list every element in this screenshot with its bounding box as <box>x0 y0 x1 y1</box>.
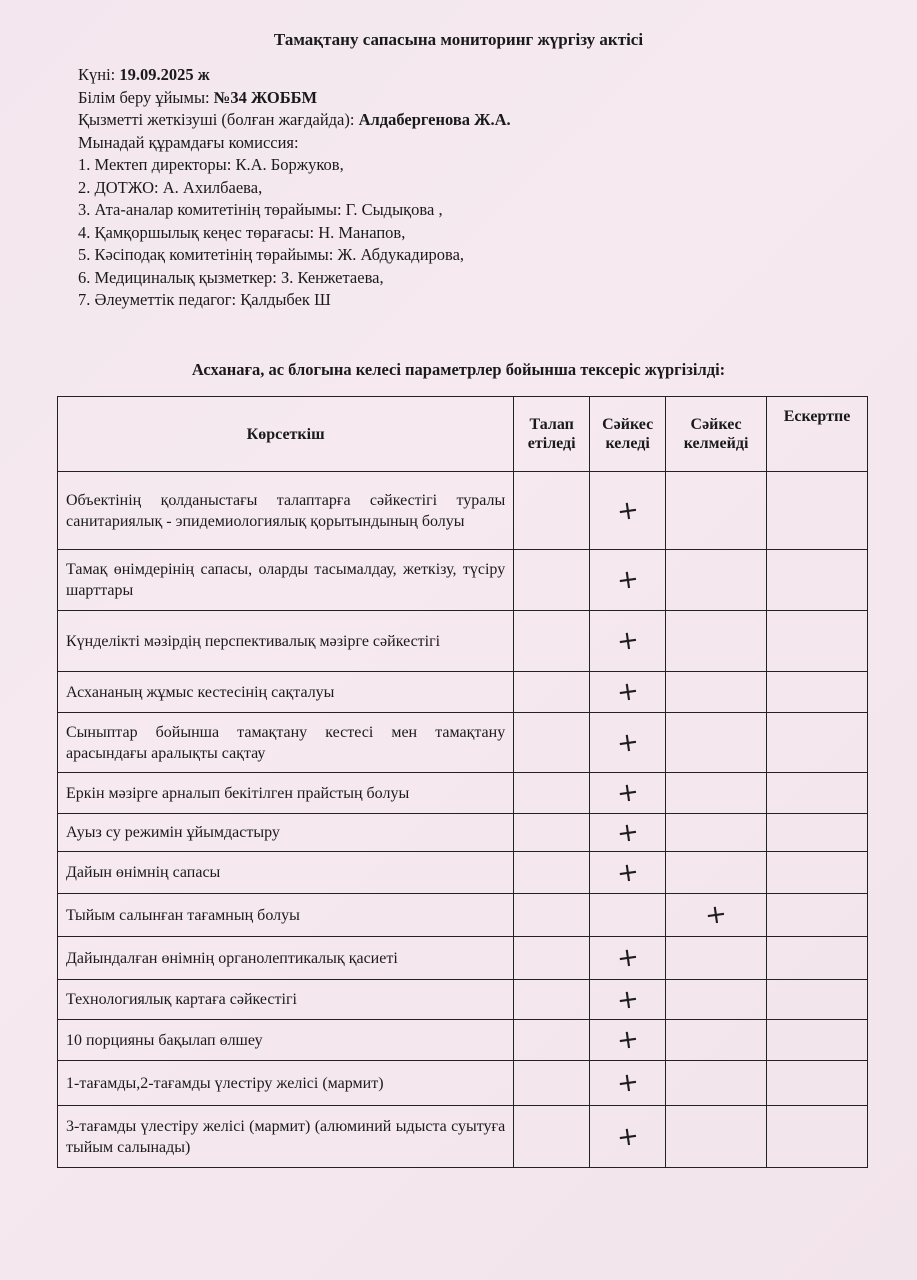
required-cell <box>514 894 590 937</box>
note-cell <box>767 894 868 937</box>
compliant-cell <box>590 773 666 814</box>
note-cell <box>767 773 868 814</box>
header-indicator: Көрсеткіш <box>58 397 514 472</box>
table-row <box>58 472 868 550</box>
note-cell <box>767 1106 868 1168</box>
check-mark: + <box>614 563 641 597</box>
note-cell <box>767 611 868 672</box>
indicator-cell: Тыйым салынған тағамның болуы <box>58 894 514 937</box>
noncompliant-cell <box>666 1106 767 1168</box>
compliant-cell <box>590 611 666 672</box>
date-label: Күні: <box>78 65 120 84</box>
compliant-cell <box>590 814 666 852</box>
note-cell <box>767 672 868 713</box>
document-title: Тамақтану сапасына мониторинг жүргізу актісі <box>273 30 644 49</box>
date-line <box>78 64 858 87</box>
indicator-cell: 1-тағамды,2-тағамды үлестіру желісі (мармит) <box>58 1061 514 1106</box>
check-mark: + <box>614 776 641 810</box>
indicator-cell: 3-тағамды үлестіру желісі (мармит) (алюминий ыдыста суытуға тыйым салынады) <box>58 1106 514 1168</box>
compliant-cell <box>590 713 666 773</box>
required-cell <box>514 1061 590 1106</box>
note-cell <box>767 713 868 773</box>
required-cell <box>514 937 590 980</box>
header-compliant: Сәйкес келеді <box>590 397 666 472</box>
check-mark: + <box>614 941 641 975</box>
indicator-cell: Тамақ өнімдерінің сапасы, оларды тасымалдау, жеткізу, түсіру шарттары <box>58 550 514 611</box>
check-mark: + <box>614 1023 641 1057</box>
org-value: №34 ЖОББМ <box>213 87 318 107</box>
compliant-cell <box>590 937 666 980</box>
compliant-cell <box>590 472 666 550</box>
table-row <box>58 814 868 852</box>
table-row <box>58 980 868 1020</box>
indicator-cell: 10 порцияны бақылап өлшеу <box>58 1020 514 1061</box>
check-mark: + <box>703 898 729 932</box>
note-cell <box>767 814 868 852</box>
indicator-cell: Объектінің қолданыстағы талаптарға сәйкестігі туралы санитариялық - эпидемиологиялық қорытындының болуы <box>58 472 514 550</box>
noncompliant-cell <box>666 773 767 814</box>
indicator-cell: Күнделікті мәзірдің перспективалық мәзірге сәйкестігі <box>58 611 514 672</box>
required-cell <box>514 980 590 1020</box>
required-cell <box>514 1020 590 1061</box>
check-mark: + <box>614 983 641 1016</box>
commission-label: Мынадай құрамдағы комиссия: <box>78 132 299 152</box>
table-subtitle: Асханаға, ас блогына келесі параметрлер бойынша тексеріс жүргізілді: <box>191 360 726 379</box>
required-cell <box>514 672 590 713</box>
required-cell <box>514 713 590 773</box>
inspection-table <box>57 396 868 1168</box>
note-cell <box>767 1020 868 1061</box>
noncompliant-cell <box>666 937 767 980</box>
note-cell <box>767 550 868 611</box>
noncompliant-cell <box>666 550 767 611</box>
check-mark: + <box>614 856 641 889</box>
compliant-cell <box>590 672 666 713</box>
table-row <box>58 672 868 713</box>
check-mark: + <box>614 1066 641 1100</box>
table-row <box>58 550 868 611</box>
org-line <box>78 87 858 110</box>
table-row <box>58 1106 868 1168</box>
noncompliant-cell <box>666 894 767 937</box>
required-cell <box>514 472 590 550</box>
required-cell <box>514 773 590 814</box>
supplier-label: Қызметті жеткізуші (болған жағдайда): <box>78 110 359 129</box>
table-row <box>58 894 868 937</box>
table-row <box>58 713 868 773</box>
check-mark: + <box>614 675 641 709</box>
noncompliant-cell <box>666 713 767 773</box>
supplier-value: Алдабергенова Ж.А. <box>358 110 511 129</box>
note-cell <box>767 472 868 550</box>
table-row <box>58 611 868 672</box>
noncompliant-cell <box>666 611 767 672</box>
check-mark: + <box>614 816 641 849</box>
commission-member: 5. Кәсіподақ комитетінің төрайымы: Ж. Абдукадирова, <box>78 245 465 264</box>
required-cell <box>514 814 590 852</box>
check-mark: + <box>614 726 641 759</box>
noncompliant-cell <box>666 852 767 894</box>
indicator-cell: Асхананың жұмыс кестесінің сақталуы <box>58 672 514 713</box>
compliant-cell <box>590 1106 666 1168</box>
required-cell <box>514 611 590 672</box>
noncompliant-cell <box>666 672 767 713</box>
noncompliant-cell <box>666 1020 767 1061</box>
table-header-row <box>58 397 868 472</box>
indicator-cell: Сыныптар бойынша тамақтану кестесі мен тамақтану арасындағы аралықты сақтау <box>58 713 514 773</box>
commission-member: 7. Әлеуметтік педагог: Қалдыбек Ш <box>78 290 331 309</box>
note-cell <box>767 937 868 980</box>
commission-member: 3. Ата-аналар комитетінің төрайымы: Г. Сыдықова , <box>78 200 443 219</box>
commission-member: 6. Медициналық қызметкер: З. Кенжетаева, <box>78 267 384 287</box>
check-mark: + <box>614 1120 641 1153</box>
check-mark: + <box>614 494 641 527</box>
note-cell <box>767 852 868 894</box>
table-row <box>58 773 868 814</box>
indicator-cell: Еркін мәзірге арналып бекітілген прайстың болуы <box>58 773 514 814</box>
indicator-cell: Ауыз су режимін ұйымдастыру <box>58 814 514 852</box>
noncompliant-cell <box>666 472 767 550</box>
indicator-cell: Дайын өнімнің сапасы <box>58 852 514 894</box>
required-cell <box>514 852 590 894</box>
indicator-cell: Технологиялық картаға сәйкестігі <box>58 980 514 1020</box>
compliant-cell <box>590 894 666 937</box>
table-row <box>58 1020 868 1061</box>
commission-member: 2. ДОТЖО: А. Ахилбаева, <box>78 177 263 197</box>
header-required: Талап етіледі <box>514 397 590 472</box>
header-block <box>78 64 858 312</box>
compliant-cell <box>590 550 666 611</box>
compliant-cell <box>590 980 666 1020</box>
commission-member: 4. Қамқоршылық кеңес төрағасы: Н. Манапов, <box>78 222 406 242</box>
compliant-cell <box>590 1061 666 1106</box>
supplier-line <box>78 109 858 132</box>
note-cell <box>767 980 868 1020</box>
table-row <box>58 937 868 980</box>
header-note: Ескертпе <box>767 397 868 472</box>
header-noncompliant: Сәйкес келмейді <box>666 397 767 472</box>
noncompliant-cell <box>666 814 767 852</box>
compliant-cell <box>590 1020 666 1061</box>
noncompliant-cell <box>666 1061 767 1106</box>
compliant-cell <box>590 852 666 894</box>
date-value: 19.09.2025 ж <box>119 65 210 84</box>
table-row <box>58 1061 868 1106</box>
table-row <box>58 852 868 894</box>
org-label: Білім беру ұйымы: <box>78 87 214 107</box>
required-cell <box>514 550 590 611</box>
note-cell <box>767 1061 868 1106</box>
indicator-cell: Дайындалған өнімнің органолептикалық қасиеті <box>58 937 514 980</box>
noncompliant-cell <box>666 980 767 1020</box>
check-mark: + <box>614 624 641 658</box>
required-cell <box>514 1106 590 1168</box>
commission-member: 1. Мектеп директоры: К.А. Боржуков, <box>78 155 344 174</box>
